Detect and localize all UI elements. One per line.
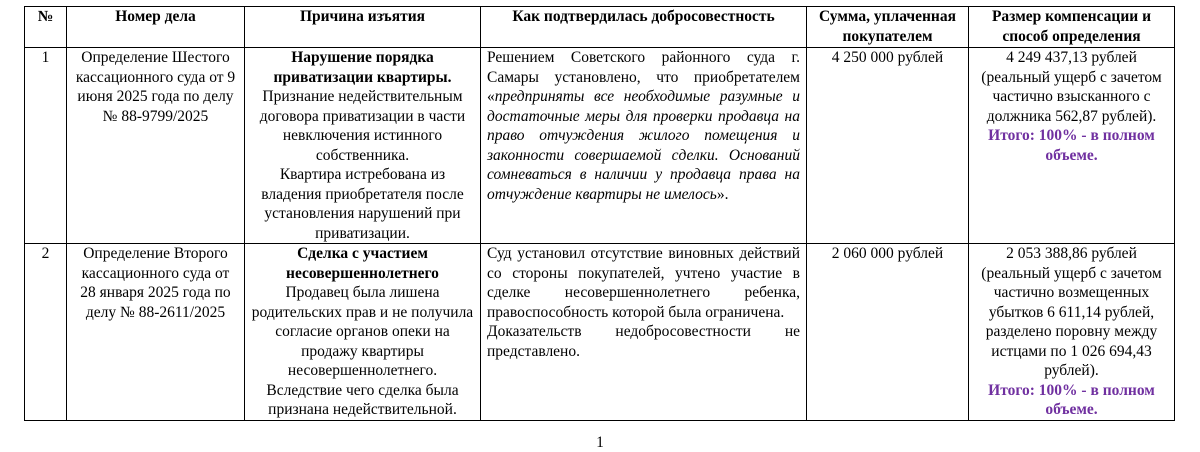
proof-end: ». bbox=[716, 185, 729, 203]
table-header-row bbox=[25, 7, 1175, 48]
reason-title: Нарушение порядка приватизации квартиры. bbox=[273, 49, 452, 86]
compensation-total: Итого: 100% - в полном объеме. bbox=[988, 381, 1155, 418]
compensation bbox=[969, 244, 1175, 421]
good-faith-proof bbox=[481, 244, 807, 421]
case-number: Определение Шестого кассационного суда от 9 июня 2025 года по делу № 88-9799/2025 bbox=[67, 48, 245, 244]
court-cases-table bbox=[24, 6, 1175, 421]
case-number: Определение Второго кассационного суда от 28 января 2025 года по делу № 88-2611/2025 bbox=[67, 244, 245, 421]
table-row bbox=[25, 48, 1175, 244]
compensation-text: 4 249 437,13 рублей (реальный ущерб с зачетом частично взысканного с должника 562,87 рублей). bbox=[981, 49, 1162, 125]
proof-text: Суд установил отсутствие виновных действий со стороны покупателей, учтено участие в сделке несовершеннолетнего ребенка, правоспособность которой была ограничена. bbox=[487, 245, 800, 321]
paid-sum: 2 060 000 рублей bbox=[807, 244, 969, 421]
proof-intro: Решением Советского районного суда г. Самары установлено, что приобретателем « bbox=[487, 49, 800, 105]
row-number: 2 bbox=[25, 244, 67, 421]
header-reason: Причина изъятия bbox=[245, 7, 481, 48]
header-proof: Как подтвердилась добросовестность bbox=[481, 7, 807, 48]
header-case: Номер дела bbox=[67, 7, 245, 48]
seizure-reason bbox=[245, 244, 481, 421]
reason-text: Продавец была лишена родительских прав и не получила согласие органов опеки на продажу квартиры несовершеннолетнего. bbox=[251, 284, 474, 379]
compensation bbox=[969, 48, 1175, 244]
header-num: № bbox=[25, 7, 67, 48]
proof-quote: предприняты все необходимые разумные и достаточные меры для проверки продавца на право отчуждения жилого помещения и законности совершаемой сделки. Оснований сомневаться в наличии у продавца права на отчуждение квартиры не имелось bbox=[487, 88, 800, 203]
paid-sum: 4 250 000 рублей bbox=[807, 48, 969, 244]
header-compensation: Размер компенсации и способ определения bbox=[969, 7, 1175, 48]
header-sum: Сумма, уплаченная покупателем bbox=[807, 7, 969, 48]
seizure-reason bbox=[245, 48, 481, 244]
reason-text: Квартира истребована из владения приобретателя после установления нарушений при приватизации. bbox=[261, 166, 464, 242]
table-row bbox=[25, 244, 1175, 421]
proof-text: Доказательств недобросовестности не представлено. bbox=[487, 323, 800, 360]
reason-text: Признание недействительным договора приватизации в части невключения истинного собственника. bbox=[259, 88, 466, 164]
row-number: 1 bbox=[25, 48, 67, 244]
page-number: 1 bbox=[596, 434, 604, 451]
good-faith-proof bbox=[481, 48, 807, 244]
compensation-total: Итого: 100% - в полном объеме. bbox=[988, 127, 1155, 164]
reason-text: Вследствие чего сделка была признана недействительной. bbox=[266, 381, 459, 418]
compensation-text: 2 053 388,86 рублей (реальный ущерб с зачетом частично возмещенных убытков 6 611,14 рублей, разделено поровну между истцами по 1 026 694,43 рублей). bbox=[981, 245, 1162, 379]
reason-title: Сделка с участием несовершеннолетнего bbox=[286, 245, 439, 282]
